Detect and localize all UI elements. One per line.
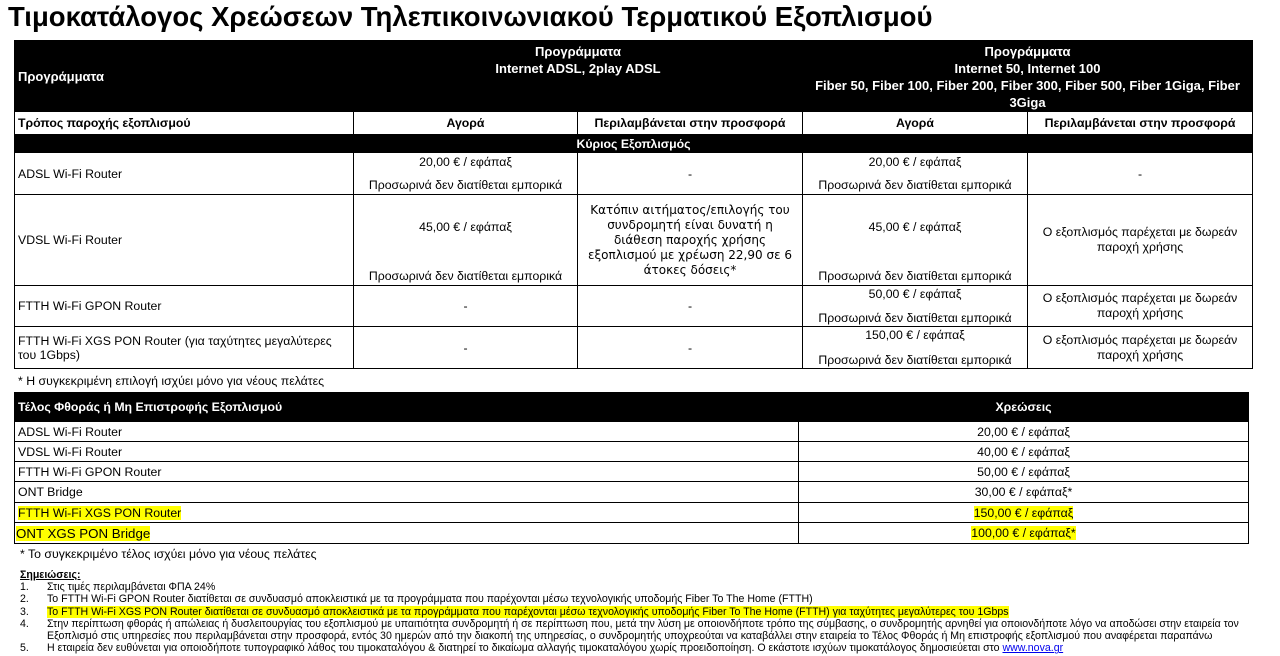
programs-group-fiber <box>803 41 1253 112</box>
section-title: Κύριος Εξοπλισμός <box>15 135 1253 153</box>
programs-group-adsl <box>354 41 803 112</box>
equipment-name: VDSL Wi-Fi Router <box>15 195 354 286</box>
note-number: 2. <box>20 593 29 606</box>
price-value: 20,00 € / εφάπαξ <box>868 155 962 169</box>
note-item <box>20 618 1265 642</box>
note-number: 5. <box>20 642 29 655</box>
section-main-equipment <box>15 135 1253 153</box>
note-item <box>20 581 1265 593</box>
note-text: Το FTTH Wi-Fi GPON Router διατίθεται σε συνδυασμό αποκλειστικά με τα προγράμματα που παρέχονται μέσω τεχνολογικής υποδομής Fiber To The Home (FTTH) <box>47 593 813 606</box>
highlighted-text: 100,00 € / εφάπαξ* <box>971 526 1076 540</box>
availability-note: Προσωρινά δεν διατίθεται εμπορικά <box>818 353 1012 367</box>
table-row <box>15 327 1253 369</box>
highlighted-text: 150,00 € / εφάπαξ <box>973 505 1074 520</box>
highlighted-text: FTTH Wi-Fi XGS PON Router <box>18 505 182 520</box>
table-row <box>15 442 1249 462</box>
charge-item-name <box>15 503 799 523</box>
availability-note: Προσωρινά δεν διατίθεται εμπορικά <box>368 178 563 192</box>
included-header-fiber: Περιλαμβάνεται στην προσφορά <box>1028 112 1253 135</box>
note-item <box>20 593 1265 605</box>
price-value: 45,00 € / εφάπαξ <box>868 219 962 234</box>
highlighted-text: Το FTTH Wi-Fi XGS PON Router διατίθεται σε συνδυασμό αποκλειστικά με τα προγράμματα που παρέχονται μέσω τεχνολογικής υποδομής Fiber To The Home (FTTH) για ταχύτητες μεγαλύτερες του 1Gbps <box>47 605 1009 618</box>
charge-amount: 50,00 € / εφάπαξ <box>799 462 1249 482</box>
availability-note: Προσωρινά δεν διατίθεται εμπορικά <box>368 268 563 283</box>
note-number: 4. <box>20 617 29 630</box>
purchase-header-adsl: Αγορά <box>354 112 578 135</box>
charge-item-name <box>15 523 799 544</box>
group-fiber-line1: Προγράμματα <box>984 44 1071 59</box>
note-text: Στην περίπτωση φθοράς ή απώλειας ή δυσλειτουργίας του εξοπλισμού με υπαιτιότητα συνδρομητή ή σε περίπτωση που, μετά την λύση με οποιονδήποτε τρόπο της σύμβασης, ο συνδρομητής αρνηθεί για οποιονδήποτε λόγο να αποδώσει στην εταιρεία τον Εξοπλισμό στις υπηρεσίες που περιλαμβάνεται στην προσφορά, εντός 30 ημερών από την διακοπή της υπηρεσίας, ο συνδρομητής υποχρεούται να καταβάλλει στην εταιρεία το Τέλος Φθοράς ή Μη επιστροφής εξοπλισμού που αναφέρεται παραπάνω <box>47 617 1239 643</box>
price-value: 150,00 € / εφάπαξ <box>865 328 965 342</box>
price-cell <box>354 195 578 286</box>
included-cell: - <box>578 286 803 327</box>
price-cell <box>354 153 578 195</box>
price-value: 45,00 € / εφάπαξ <box>419 219 512 234</box>
group-adsl-line1: Προγράμματα <box>535 44 621 59</box>
note-number: 3. <box>20 605 29 618</box>
charge-item-name: VDSL Wi-Fi Router <box>15 442 799 462</box>
included-cell: Κατόπιν αιτήματος/επιλογής του συνδρομητή είναι δυνατή η διάθεση παροχής χρήσης εξοπλισμού με χρέωση 22,90 σε 6 άτοκες δόσεις* <box>578 195 803 286</box>
charge-item-name: ADSL Wi-Fi Router <box>15 422 799 442</box>
table-row <box>15 462 1249 482</box>
highlighted-text: ONT XGS PON Bridge <box>16 525 151 541</box>
note-text <box>47 642 1265 654</box>
table-row <box>15 422 1249 442</box>
charge-item-name: ONT Bridge <box>15 482 799 503</box>
availability-note: Προσωρινά δεν διατίθεται εμπορικά <box>818 311 1012 325</box>
charge-item-name: FTTH Wi-Fi GPON Router <box>15 462 799 482</box>
purchase-header-fiber: Αγορά <box>803 112 1028 135</box>
equipment-name: FTTH Wi-Fi GPON Router <box>15 286 354 327</box>
note-text <box>47 606 1265 618</box>
equipment-name: FTTH Wi-Fi XGS PON Router (για ταχύτητες μεγαλύτερες του 1Gbps) <box>15 327 354 369</box>
price-cell <box>803 286 1028 327</box>
note-item <box>20 606 1265 618</box>
charges-table <box>14 392 1249 544</box>
note-text: Στις τιμές περιλαμβάνεται ΦΠΑ 24% <box>47 581 216 594</box>
price-value: 50,00 € / εφάπαξ <box>868 287 962 301</box>
group-fiber-line3: Fiber 50, Fiber 100, Fiber 200, Fiber 300, Fiber 500, Fiber 1Giga, Fiber 3Giga <box>815 78 1240 110</box>
price-cell: - <box>354 327 578 369</box>
charge-amount: 20,00 € / εφάπαξ <box>799 422 1249 442</box>
charge-amount: 30,00 € / εφάπαξ* <box>799 482 1249 503</box>
included-cell: Ο εξοπλισμός παρέχεται με δωρεάν παροχή χρήσης <box>1028 286 1253 327</box>
price-cell <box>803 327 1028 369</box>
price-cell <box>803 195 1028 286</box>
charge-amount <box>799 523 1249 544</box>
availability-note: Προσωρινά δεν διατίθεται εμπορικά <box>818 268 1012 283</box>
included-cell: Ο εξοπλισμός παρέχεται με δωρεάν παροχή χρήσης <box>1028 195 1253 286</box>
charge-amount: 40,00 € / εφάπαξ <box>799 442 1249 462</box>
provision-mode-label: Τρόπος παροχής εξοπλισμού <box>15 112 354 135</box>
table-row <box>15 503 1249 523</box>
included-header-adsl: Περιλαμβάνεται στην προσφορά <box>578 112 803 135</box>
table-row <box>15 286 1253 327</box>
website-link[interactable]: www.nova.gr <box>1002 642 1064 655</box>
notes-section <box>20 569 1265 654</box>
price-value: 20,00 € / εφάπαξ <box>419 155 512 169</box>
note-text-body: Η εταιρεία δεν ευθύνεται για οποιοδήποτε τυπογραφικό λάθος του τιμοκαταλόγου & διατηρεί το δικαίωμα αλλαγής τιμοκαταλόγου χωρίς προειδοποίηση. Ο εκάστοτε ισχύων τιμοκατάλογος δημοσιεύεται στο <box>47 642 1003 655</box>
note-number: 1. <box>20 581 29 594</box>
included-cell: - <box>578 153 803 195</box>
group-adsl-line2: Internet ADSL, 2play ADSL <box>495 61 661 76</box>
footnote-new-customers-fee: * Το συγκεκριμένο τέλος ισχύει μόνο για νέους πελάτες <box>20 547 317 561</box>
price-cell: - <box>354 286 578 327</box>
equipment-name: ADSL Wi-Fi Router <box>15 153 354 195</box>
group-fiber-line2: Internet 50, Internet 100 <box>954 61 1101 76</box>
included-cell: - <box>1028 153 1253 195</box>
charges-amount-header: Χρεώσεις <box>799 393 1249 422</box>
pricing-table <box>14 40 1253 369</box>
pricing-header-row <box>15 41 1253 112</box>
note-item <box>20 642 1265 654</box>
table-row <box>15 153 1253 195</box>
charge-amount <box>799 503 1249 523</box>
included-cell: - <box>578 327 803 369</box>
table-row <box>15 523 1249 544</box>
included-cell: Ο εξοπλισμός παρέχεται με δωρεάν παροχή χρήσης <box>1028 327 1253 369</box>
notes-heading: Σημειώσεις: <box>20 569 81 581</box>
footnote-new-customers-option: * Η συγκεκριμένη επιλογή ισχύει μόνο για νέους πελάτες <box>18 374 325 388</box>
programs-label: Προγράμματα <box>15 41 354 112</box>
table-row <box>15 482 1249 503</box>
page-title: Τιμοκατάλογος Χρεώσεων Τηλεπικοινωνιακού Τερματικού Εξοπλισμού <box>8 1 933 32</box>
availability-note: Προσωρινά δεν διατίθεται εμπορικά <box>818 178 1012 192</box>
price-cell <box>803 153 1028 195</box>
charges-item-header: Τέλος Φθοράς ή Μη Επιστροφής Εξοπλισμού <box>15 393 799 422</box>
table-row <box>15 195 1253 286</box>
charges-header-row <box>15 393 1249 422</box>
provision-mode-row <box>15 112 1253 135</box>
